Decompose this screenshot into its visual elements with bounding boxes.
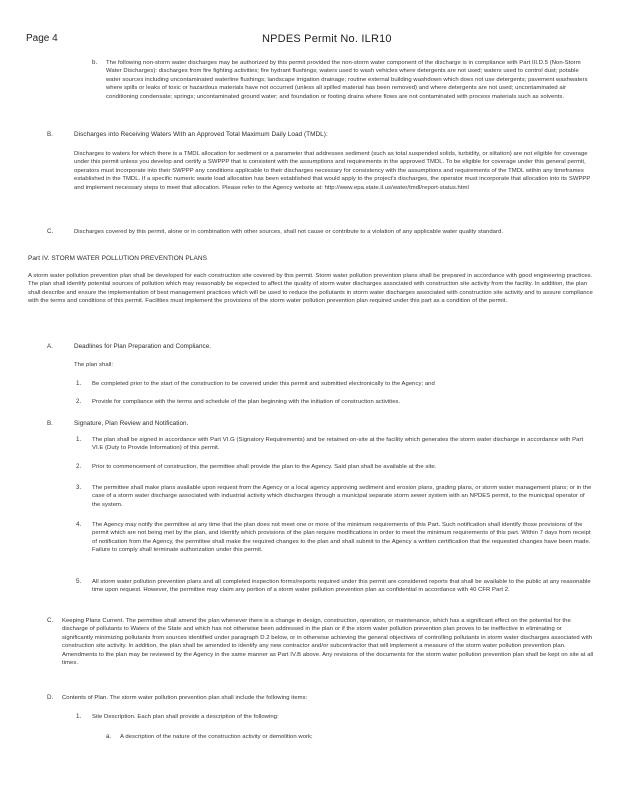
part-iv-heading: Part IV. STORM WATER POLLUTION PREVENTION PLANS [28, 255, 207, 262]
tmdl-marker: B. [47, 131, 53, 138]
section-c2-text: The permittee shall amend the plan whenever there is a change in design, construction, operation, or maintenance, which has a significant effect on the potential for the discharge of pollutants to Waters of the State and which has not otherwise been addressed in the plan or if the storm water pollution prevention plan proves to be ineffective in eliminating or significantly minimizing pollutants from sources identified under paragraph D.2 below, or in otherwise achieving the general objectives of controlling pollutants in storm water discharges associated with construction site activity. In addition, the plan shall be amended to identify any new contractor and/or subcontractor that will implement a measure of the storm water pollution prevention plan. Amendments to the plan may be reviewed by the Agency in the same manner as Part IV.B above. Any revisions of the documents for the storm water pollution prevention plan shall be kept on site at all times. [62, 618, 594, 667]
b1-marker: 1. [76, 436, 82, 443]
d1a-marker: a. [106, 733, 112, 740]
section-d-heading: Contents of Plan. [62, 695, 109, 701]
section-d-paragraph [62, 694, 594, 702]
section-c2-heading: Keeping Plans Current. [62, 618, 125, 624]
section-a-heading: Deadlines for Plan Preparation and Compliance. [74, 343, 212, 350]
section-c2-marker: C. [47, 617, 54, 624]
a1-marker: 1. [76, 380, 82, 387]
a2-marker: 2. [76, 398, 82, 405]
b4-text: The Agency may notify the permittee at any time that the plan does not meet one or more of the minimum requirements of this Part. Such notification shall identify those provisions of the permit which are not being met by the plan, and identify which provisions of the plan require modifications in order to meet the minimum requirements of this part. Within 7 days from receipt of notification from the Agency, the permittee shall make the required changes to the plan and shall submit to the Agency a written certification that the requested changes have been made. Failure to comply shall terminate authorization under this permit. [92, 522, 591, 554]
section-d-marker: D. [47, 694, 54, 701]
d1a-text: A description of the nature of the construction activity or demolition work; [120, 734, 313, 740]
b3-text: The permittee shall make plans available upon request from the Agency or a local agency approving sediment and erosion plans, grading plans, or storm water management plans; or in the case of a storm water discharge associated with industrial activity which discharges through a municipal separate storm sewer system with an NPDES permit, to the municipal operator of the system. [92, 485, 592, 508]
b2-marker: 2. [76, 463, 82, 470]
section-a-lead: The plan shall: [74, 362, 114, 368]
tmdl-heading: Discharges into Receiving Waters With an Approved Total Maximum Daily Load (TMDL): [74, 131, 328, 138]
section-c-marker: C. [47, 228, 54, 235]
section-c-paragraph: Discharges covered by this permit, alone or in combination with other sources, shall not cause or contribute to a violation of any applicable water quality standard. [74, 229, 504, 235]
b4-marker: 4. [76, 521, 82, 528]
a2-text: Provide for compliance with the terms and schedule of the plan beginning with the initiation of construction activities. [92, 399, 401, 405]
section-b-marker: B. [47, 420, 53, 427]
section-b-heading: Signature, Plan Review and Notification. [74, 420, 189, 427]
section-d-lead: The storm water pollution prevention plan shall include the following items: [109, 695, 308, 701]
item-b-marker: b. [92, 59, 98, 66]
b5-marker: 5. [76, 578, 82, 585]
page-title: NPDES Permit No. ILR10 [262, 33, 392, 45]
b5-text: All storm water pollution prevention plans and all completed inspection forms/reports required under this permit are considered reports that shall be available to the public at any reasonable time upon request. However, the permittee may claim any portion of a storm water pollution prevention plan as confidential in accordance with 40 CFR Part 2. [92, 579, 591, 594]
a1-text: Be completed prior to the start of the construction to be covered under this permit and submitted electronically to the Agency; and [92, 381, 435, 387]
b2-text: Prior to commencement of construction, the permittee shall provide the plan to the Agency. Said plan shall be available at the site. [92, 464, 437, 470]
d1-marker: 1. [76, 713, 82, 720]
item-b-paragraph: The following non-storm water discharges may be authorized by this permit provided the non-storm water component of the discharge is in compliance with Part III.D.5 (Non-Storm Water Discharges): discharges from fire fighting activities; fire hydrant flushings; waters used to wash vehicles where detergents are not used; waters used to control dust; potable water sources including uncontaminated waterline flushings; landscape irrigation drainage; routine external building washdown which does not use detergents; pavement washwaters where spills or leaks of toxic or hazardous materials have not occurred (unless all spilled material has been removed) and where detergents are not used; uncontaminated air conditioning condensate; springs; uncontaminated ground water; and foundation or footing drains where flows are not contaminated with process materials such as solvents. [106, 60, 588, 100]
b1-text: The plan shall be signed in accordance with Part VI.G (Signatory Requirements) and be retained on-site at the facility which generates the storm water discharge in accordance with Part VI.E (Duty to Provide Information) of this permit. [92, 437, 584, 452]
section-c2-paragraph [62, 617, 594, 667]
part-iv-intro: A storm water pollution prevention plan shall be developed for each construction site covered by this permit. Storm water pollution prevention plans shall be prepared in accordance with good engineering practices. The plan shall identify potential sources of pollution which may reasonably be expected to affect the quality of storm water discharges associated with construction site activity from the facility. In addition, the plan shall describe and ensure the implementation of best management practices which will be used to reduce the pollutants in storm water discharges associated with construction site activity and to assure compliance with the terms and conditions of this permit. Facilities must implement the provisions of the storm water pollution prevention plan required under this part as a condition of the permit. [28, 273, 593, 305]
section-a-marker: A. [47, 343, 53, 350]
page-number: Page 4 [26, 33, 58, 44]
d1-text: Site Description. Each plan shall provide a description of the following: [92, 714, 279, 720]
b3-marker: 3. [76, 484, 82, 491]
tmdl-paragraph: Discharges to waters for which there is a TMDL allocation for sediment or a parameter that addresses sediment (such as total suspended solids, turbidity, or siltation) are not eligible for coverage under this permit unless you develop and certify a SWPPP that is consistent with the assumptions and requirements in the approved TMDL. To be eligible for coverage under this general permit, operators must incorporate into their SWPPP any conditions applicable to their discharges necessary for consistency with the assumptions and requirements of the TMDL within any timeframes established in the TMDL. If a specific numeric waste load allocation has been established that would apply to the project's discharges, the operator must incorporate that allocation into its SWPPP and implement necessary steps to meet that allocation. Please refer to the Agency website at: http://www.epa.state.il.us/water/tmdl/report-status.html [74, 151, 591, 191]
